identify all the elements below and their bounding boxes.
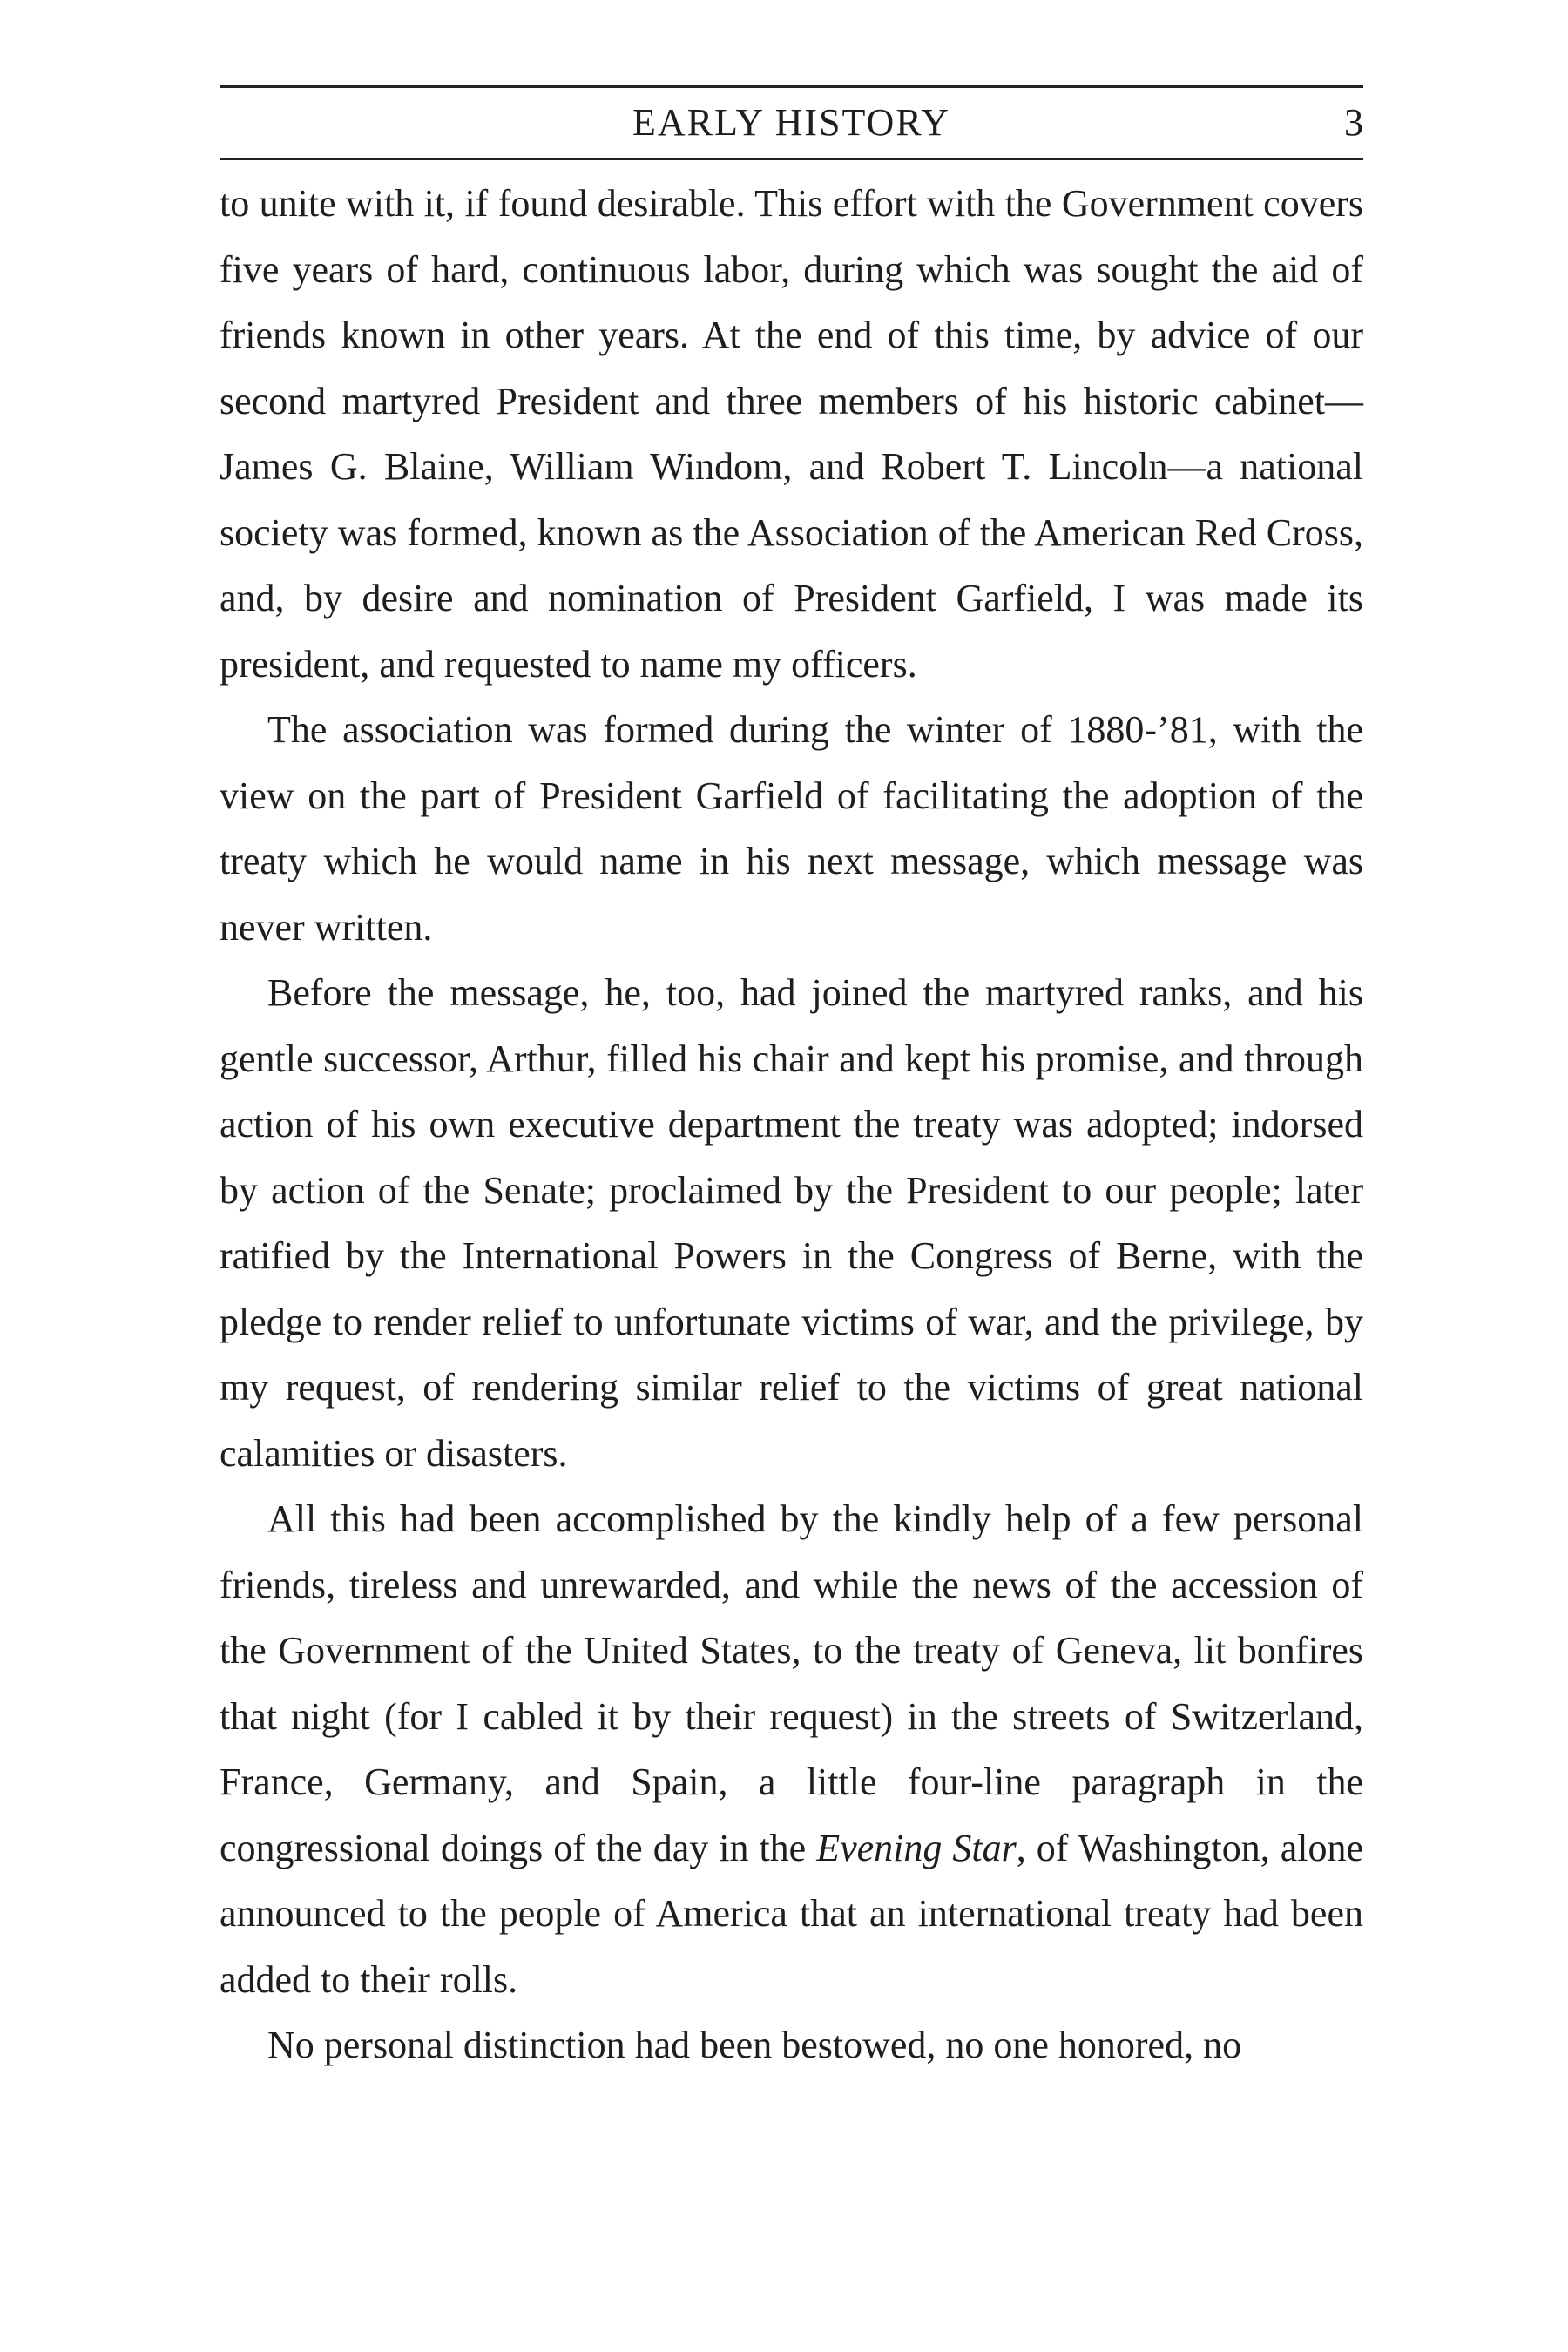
running-header [220, 88, 1363, 158]
page-number: 3 [1344, 101, 1363, 144]
book-page [220, 85, 1363, 2078]
paragraph-text: , of Washington, alone announced to the people of America that an international treaty had been added to their rolls. [220, 1826, 1363, 2001]
paragraph-partial: No personal distinction had been bestowed, no one honored, no [267, 2024, 1242, 2066]
paragraph-continued: to unite with it, if found desirable. This effort with the Government covers five years of hard, continuous labor, during which was sought the aid of friends known in other years. At the end of this time, by advice of our second martyred President and three members of his historic cabinet—James G. Blaine, William Windom, and Robert T. Lincoln—a national society was formed, known as the Association of the American Red Cross, and, by desire and nomination of President Garfield, I was made its president, and requested to name my officers. [220, 182, 1363, 686]
newspaper-title: Evening Star [816, 1826, 1017, 1869]
paragraph: The association was formed during the winter of 1880-’81, with the view on the part of President Garfield of facilitating the adoption of the treaty which he would name in his next message, which message was never written. [220, 708, 1363, 949]
body-text [220, 171, 1363, 2078]
running-title: EARLY HISTORY [632, 101, 951, 144]
paragraph-text: All this had been accomplished by the kindly help of a few personal friends, tireless and unrewarded, and while the news of the accession of the Government of the United States, to the treaty of Geneva, lit bonfires that night (for I cabled it by their request) in the streets of Switzerland, France, Germany, and Spain, a little four-line paragraph in the congressional doings of the day in the [220, 1497, 1363, 1869]
paragraph-with-italic-title [220, 1486, 1363, 2012]
paragraph: Before the message, he, too, had joined the martyred ranks, and his gentle successor, Arthur, filled his chair and kept his promise, and through action of his own executive department the treaty was adopted; indorsed by action of the Senate; proclaimed by the President to our people; later ratified by the International Powers in the Congress of Berne, with the pledge to render relief to unfortunate victims of war, and the privilege, by my request, of rendering similar relief to the victims of great national calamities or disasters. [220, 971, 1363, 1475]
header-bottom-rule [220, 158, 1363, 160]
